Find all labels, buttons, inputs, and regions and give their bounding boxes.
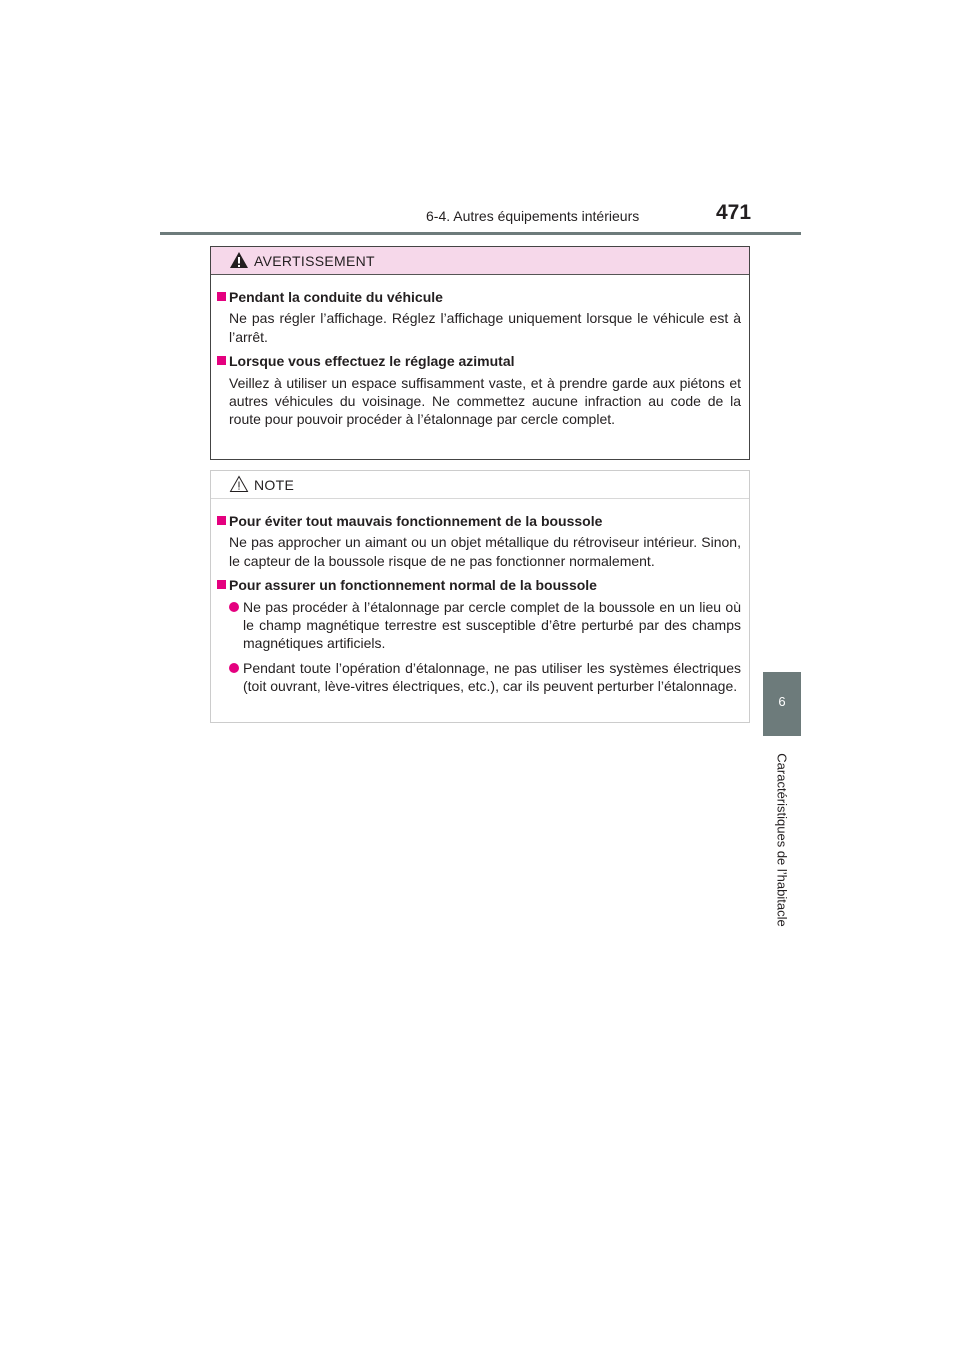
square-bullet-icon bbox=[217, 356, 226, 365]
section-heading-text: Lorsque vous effectuez le réglage azimutal bbox=[229, 353, 515, 370]
list-item-text: Pendant toute l’opération d’étalonnage, ne pas utiliser les systèmes électriques (toit ouvrant, lève-vitres électriques, etc.), car ils peuvent perturber l’étalonnage. bbox=[243, 659, 741, 695]
square-bullet-icon bbox=[217, 292, 226, 301]
paragraph: Ne pas régler l’affichage. Réglez l’affichage uniquement lorsque le véhicule est à l’arrêt. bbox=[229, 310, 741, 345]
header-rule bbox=[160, 232, 801, 235]
note-box-header bbox=[211, 471, 749, 499]
square-bullet-icon bbox=[217, 516, 226, 525]
section-heading bbox=[217, 576, 741, 594]
warning-triangle-icon bbox=[229, 251, 249, 269]
paragraph: Ne pas approcher un aimant ou un objet métallique du rétroviseur intérieur. Sinon, le capteur de la boussole risque de ne pas fonctionner normalement. bbox=[229, 534, 741, 569]
note-box-body bbox=[211, 499, 749, 696]
section-title: 6-4. Autres équipements intérieurs bbox=[426, 208, 640, 224]
list-item bbox=[217, 598, 741, 653]
note-label: NOTE bbox=[254, 477, 295, 493]
page-number: 471 bbox=[716, 201, 752, 224]
section-heading bbox=[217, 352, 741, 370]
chapter-tab: 6 bbox=[763, 672, 801, 736]
paragraph: Veillez à utiliser un espace suffisamment vaste, et à prendre garde aux piétons et autres véhicules du voisinage. Ne commettez aucune infraction au code de la route pour pouvoir procéder à l’étalonnage par cercle complet. bbox=[229, 374, 741, 428]
list-item bbox=[217, 659, 741, 696]
note-box bbox=[210, 470, 750, 723]
section-heading-text: Pour éviter tout mauvais fonctionnement de la boussole bbox=[229, 513, 603, 529]
round-bullet-icon bbox=[229, 602, 239, 612]
warning-box-body bbox=[211, 275, 749, 429]
section-heading bbox=[217, 288, 741, 306]
chapter-title: Caractéristiques de l’habitacle bbox=[774, 753, 790, 927]
warning-label: AVERTISSEMENT bbox=[254, 253, 375, 269]
list-item-text: Ne pas procéder à l’étalonnage par cercle complet de la boussole en un lieu où le champ magnétique terrestre est susceptible d’être perturbé par des champs magnétiques artificiels. bbox=[243, 598, 741, 652]
caution-triangle-outline-icon bbox=[229, 475, 249, 493]
section-heading bbox=[217, 512, 741, 530]
round-bullet-icon bbox=[229, 663, 239, 673]
section-heading-text: Pour assurer un fonctionnement normal de la boussole bbox=[229, 577, 597, 594]
warning-box bbox=[210, 246, 750, 460]
warning-box-header bbox=[211, 247, 749, 275]
square-bullet-icon bbox=[217, 580, 226, 589]
section-heading-text: Pendant la conduite du véhicule bbox=[229, 289, 443, 305]
